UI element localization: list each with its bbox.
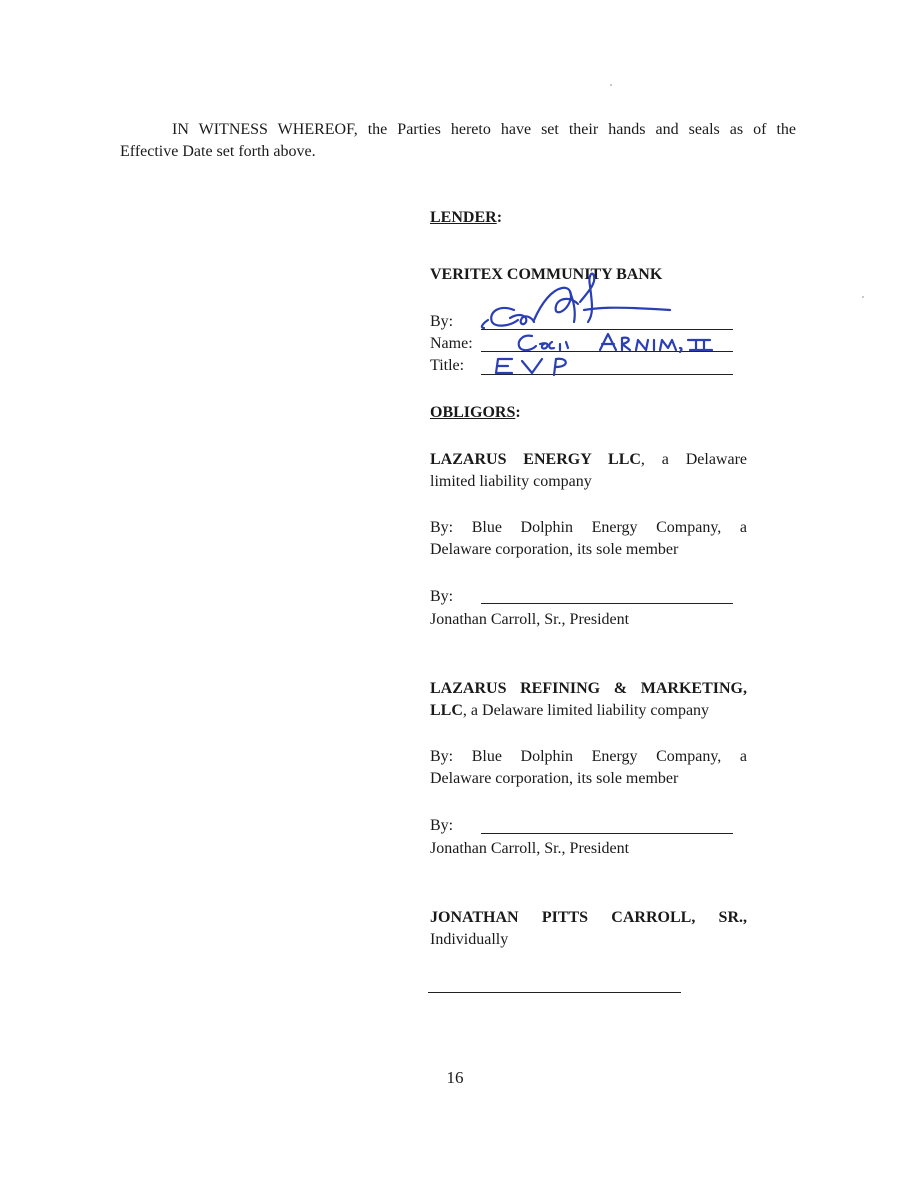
witness-line-2: Effective Date set forth above. xyxy=(120,143,316,160)
lazarus-energy-member-line1: By: Blue Dolphin Energy Company, a xyxy=(430,519,747,536)
lazarus-energy-member-block xyxy=(430,517,747,561)
lazarus-energy-signer: Jonathan Carroll, Sr., President xyxy=(430,611,630,628)
individual-block: JONATHAN PITTS CARROLL, SR., Individually xyxy=(430,909,747,948)
scan-speck xyxy=(862,296,864,298)
lazarus-refining-member-block xyxy=(430,746,747,790)
lender-name-label: Name: xyxy=(430,335,473,352)
lazarus-refining-block: LAZARUS REFINING & MARKETING, LLC, a Delaware limited liability company xyxy=(430,680,747,719)
lender-title-label: Title: xyxy=(430,357,465,374)
lazarus-energy-block: LAZARUS ENERGY LLC, a Delaware limited liability company xyxy=(430,451,748,490)
lazarus-energy-type: limited liability company xyxy=(430,473,592,490)
lender-signature-image xyxy=(470,262,690,337)
lender-handwritten-name xyxy=(510,330,720,358)
lazarus-refining-member-line2: Delaware corporation, its sole member xyxy=(430,770,679,787)
lazarus-refining-name-line1: LAZARUS REFINING & MARKETING, xyxy=(430,680,747,697)
scan-speck xyxy=(610,84,612,86)
page-number: 16 xyxy=(446,1068,464,1087)
lazarus-energy-name: LAZARUS ENERGY LLC xyxy=(430,451,641,468)
lazarus-refining-member-line1: By: Blue Dolphin Energy Company, a xyxy=(430,748,747,765)
individual-signature-line[interactable] xyxy=(428,992,681,993)
witness-paragraph xyxy=(120,119,796,163)
obligors-heading: OBLIGORS: xyxy=(430,404,521,421)
lender-by-label: By: xyxy=(430,313,454,330)
lazarus-refining-signature-line[interactable] xyxy=(481,833,733,834)
lender-bank-name: VERITEX COMMUNITY BANK xyxy=(430,266,663,283)
lazarus-energy-member-line2: Delaware corporation, its sole member xyxy=(430,541,679,558)
lazarus-refining-by-label: By: xyxy=(430,817,454,834)
lazarus-energy-signature-line[interactable] xyxy=(481,603,733,604)
lazarus-energy-by-label: By: xyxy=(430,588,454,605)
lender-handwritten-title xyxy=(492,355,582,379)
lazarus-refining-signer: Jonathan Carroll, Sr., President xyxy=(430,840,630,857)
witness-line-1: IN WITNESS WHEREOF, the Parties hereto have set their hands and seals as of the xyxy=(172,121,796,138)
individual-name: JONATHAN PITTS CARROLL, SR. xyxy=(430,909,743,926)
individual-capacity: Individually xyxy=(430,931,509,948)
lender-heading: LENDER: xyxy=(430,209,503,226)
